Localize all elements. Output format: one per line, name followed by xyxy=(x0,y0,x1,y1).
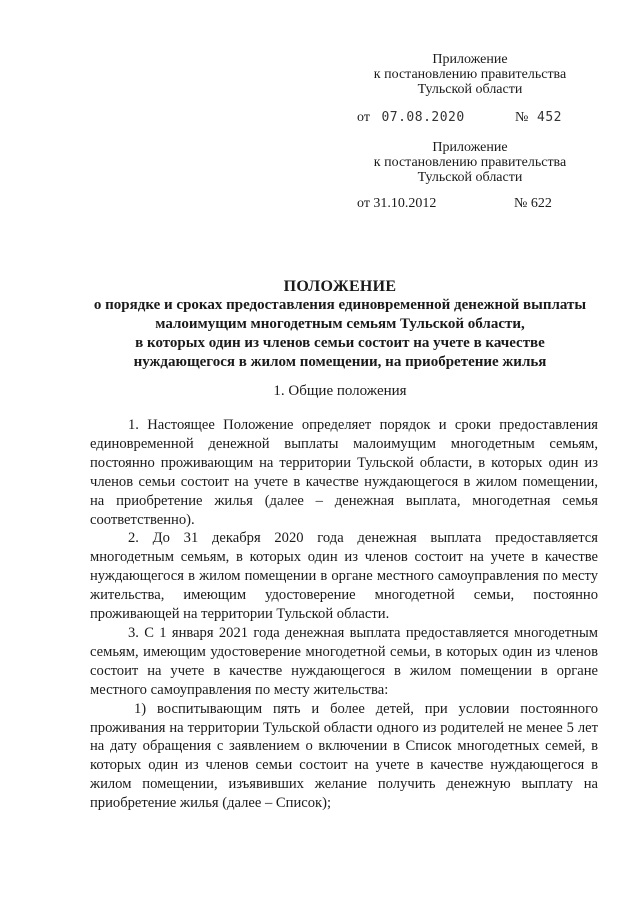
header-original xyxy=(355,140,585,185)
header-current-line1: Приложение xyxy=(432,52,508,67)
paragraph-1: 1. Настоящее Положение определяет порядок и сроки предоставления единовременной денежной выплаты малоимущим многодетным семьям, постоянно проживающим на территории Тульской области, в которых один из членов семьи состоит на учете в качестве нуждающегося в жилом помещении, на приобретение жилья (далее – денежная выплата, многодетная семья соответственно). xyxy=(90,417,598,528)
title-line3: в которых один из членов семьи состоит на учете в качестве xyxy=(135,335,545,351)
title-line1: о порядке и сроках предоставления единовременной денежной выплаты xyxy=(93,297,587,313)
header-original-line1: Приложение xyxy=(432,140,508,155)
header-original-date-line xyxy=(357,196,597,212)
document-body xyxy=(90,416,598,813)
header-current-date-line xyxy=(357,110,597,126)
document-title xyxy=(60,277,620,372)
section-heading: 1. Общие положения xyxy=(273,383,407,399)
title-line4: нуждающегося в жилом помещении, на приобретение жилья xyxy=(133,354,547,370)
header-current-date-prefix: от xyxy=(357,110,370,125)
header-current-line2: к постановлению правительства xyxy=(373,67,567,82)
header-original-line2: к постановлению правительства xyxy=(373,155,567,170)
paragraph-2: 2. До 31 декабря 2020 года денежная выплата предоставляется многодетным семьям, в которых один из членов состоит на учете в качестве нуждающегося в жилом помещении в органе местного самоуправления по месту жительства, имеющим удостоверение многодетной семьи, постоянно проживающей на территории Тульской области. xyxy=(90,530,598,623)
header-current-number-prefix: № xyxy=(515,110,529,125)
header-original-date: от 31.10.2012 xyxy=(357,196,437,211)
header-original-line3: Тульской области xyxy=(417,170,523,185)
title-main: ПОЛОЖЕНИЕ xyxy=(283,278,397,295)
header-original-number: № 622 xyxy=(514,196,552,211)
header-current-line3: Тульской области xyxy=(417,82,523,97)
paragraph-3-item-1: 1) воспитывающим пять и более детей, при условии постоянного проживания на территории Тульской области одного из родителей не менее 5 лет на дату обращения с заявлением о включении в Список многодетных семей, в которых один из членов семьи состоит на учете в качестве нуждающегося в жилом помещении, изъявивших желание получить денежную выплату на приобретение жилья (далее – Список); xyxy=(90,700,598,812)
title-line2: малоимущим многодетным семьям Тульской области, xyxy=(155,316,525,332)
header-current-number: 452 xyxy=(537,110,562,125)
header-current xyxy=(355,52,585,97)
header-current-date: 07.08.2020 xyxy=(381,110,465,125)
paragraph-3: 3. С 1 января 2021 года денежная выплата предоставляется многодетным семьям, имеющим удостоверение многодетной семьи, в которых один из членов состоит на учете в качестве нуждающегося в жилом помещении в органе местного самоуправления по месту жительства: xyxy=(90,624,598,698)
